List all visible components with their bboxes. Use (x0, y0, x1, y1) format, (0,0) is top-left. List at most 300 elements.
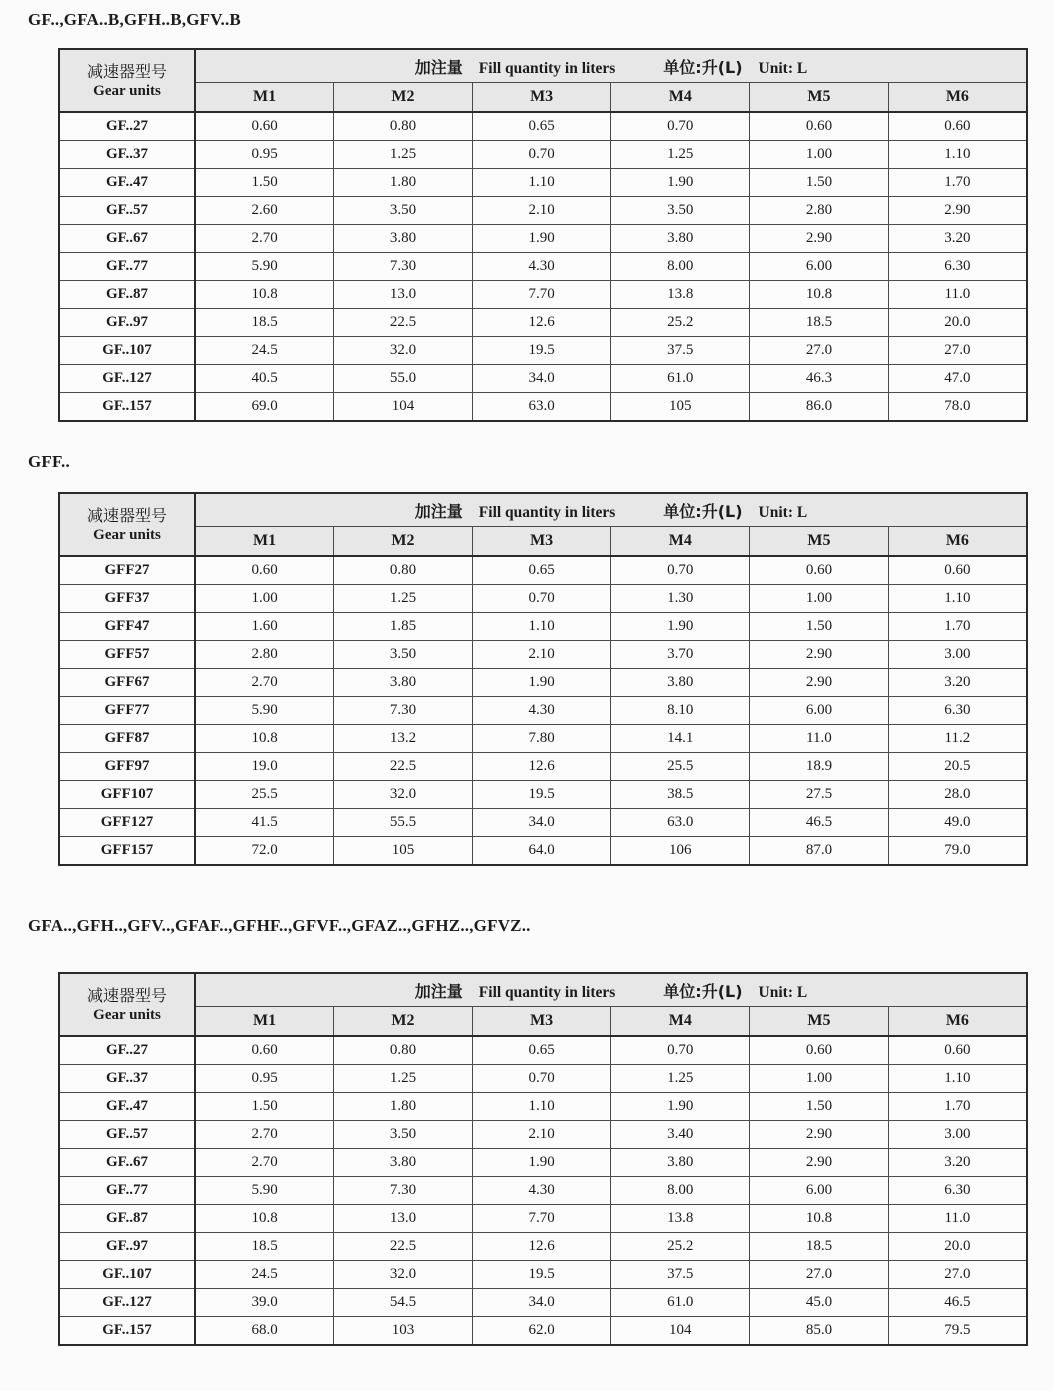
section-title: GF..,GFA..B,GFH..B,GFV..B (28, 10, 241, 29)
gear-model-cell: GF..47 (59, 1093, 195, 1121)
fill-value-cell: 10.8 (195, 281, 334, 309)
fill-value-cell: 1.50 (750, 1093, 889, 1121)
fill-quantity-label-zh: 加注量 (414, 57, 463, 77)
fill-value-cell: 1.90 (611, 1093, 750, 1121)
fill-value-cell: 7.70 (472, 281, 611, 309)
fill-value-cell: 38.5 (611, 781, 750, 809)
fill-value-cell: 1.25 (334, 1065, 473, 1093)
fill-value-cell: 0.65 (472, 1036, 611, 1065)
fill-quantity-label-zh: 加注量 (414, 501, 463, 521)
fill-value-cell: 3.80 (611, 669, 750, 697)
fill-value-cell: 24.5 (195, 1261, 334, 1289)
table-row (59, 112, 1027, 141)
fill-value-cell: 37.5 (611, 1261, 750, 1289)
gear-model-cell: GFF57 (59, 641, 195, 669)
table-row (59, 1289, 1027, 1317)
fill-value-cell: 55.0 (334, 365, 473, 393)
fill-value-cell: 0.80 (334, 556, 473, 585)
column-header-m5: M5 (750, 83, 889, 113)
fill-value-cell: 104 (611, 1317, 750, 1346)
fill-value-cell: 2.90 (750, 669, 889, 697)
fill-value-cell: 10.8 (195, 725, 334, 753)
fill-value-cell: 0.80 (334, 112, 473, 141)
fill-value-cell: 25.2 (611, 309, 750, 337)
fill-value-cell: 13.0 (334, 281, 473, 309)
column-header-m4: M4 (611, 527, 750, 557)
fill-value-cell: 86.0 (750, 393, 889, 422)
fill-value-cell: 105 (334, 837, 473, 866)
table-row (59, 197, 1027, 225)
fill-value-cell: 68.0 (195, 1317, 334, 1346)
table-row (59, 1205, 1027, 1233)
column-header-m3: M3 (472, 527, 611, 557)
gear-model-cell: GF..157 (59, 393, 195, 422)
fill-value-cell: 3.00 (888, 641, 1027, 669)
fill-value-cell: 1.10 (888, 141, 1027, 169)
fill-value-cell: 2.70 (195, 225, 334, 253)
fill-value-cell: 1.10 (888, 1065, 1027, 1093)
fill-value-cell: 1.00 (750, 141, 889, 169)
gear-model-cell: GF..77 (59, 1177, 195, 1205)
fill-value-cell: 1.50 (750, 169, 889, 197)
fill-value-cell: 0.70 (472, 585, 611, 613)
table-row (59, 809, 1027, 837)
fill-value-cell: 13.8 (611, 1205, 750, 1233)
fill-value-cell: 46.5 (750, 809, 889, 837)
fill-value-cell: 1.80 (334, 1093, 473, 1121)
fill-value-cell: 0.60 (888, 1036, 1027, 1065)
table-row (59, 393, 1027, 422)
table-row (59, 641, 1027, 669)
fill-value-cell: 22.5 (334, 1233, 473, 1261)
fill-value-cell: 3.80 (334, 1149, 473, 1177)
gear-model-cell: GF..37 (59, 1065, 195, 1093)
fill-value-cell: 4.30 (472, 1177, 611, 1205)
fill-value-cell: 18.5 (750, 1233, 889, 1261)
fill-value-cell: 27.0 (888, 1261, 1027, 1289)
gear-units-label-en: Gear units (93, 1006, 161, 1023)
fill-value-cell: 0.70 (611, 556, 750, 585)
fill-value-cell: 5.90 (195, 1177, 334, 1205)
fill-quantity-table (58, 972, 1028, 1346)
fill-value-cell: 0.95 (195, 141, 334, 169)
fill-value-cell: 78.0 (888, 393, 1027, 422)
fill-value-cell: 0.65 (472, 556, 611, 585)
column-header-m5: M5 (750, 527, 889, 557)
fill-value-cell: 3.70 (611, 641, 750, 669)
fill-value-cell: 41.5 (195, 809, 334, 837)
fill-value-cell: 0.70 (472, 141, 611, 169)
fill-value-cell: 2.10 (472, 1121, 611, 1149)
fill-value-cell: 32.0 (334, 337, 473, 365)
column-header-m3: M3 (472, 1007, 611, 1037)
fill-value-cell: 10.8 (750, 281, 889, 309)
fill-value-cell: 1.00 (195, 585, 334, 613)
fill-value-cell: 45.0 (750, 1289, 889, 1317)
gear-model-cell: GF..97 (59, 309, 195, 337)
fill-value-cell: 47.0 (888, 365, 1027, 393)
gear-model-cell: GFF97 (59, 753, 195, 781)
fill-quantity-table (58, 492, 1028, 866)
fill-value-cell: 2.10 (472, 641, 611, 669)
unit-label-en: Unit: L (758, 503, 808, 521)
fill-value-cell: 27.0 (888, 337, 1027, 365)
fill-value-cell: 62.0 (472, 1317, 611, 1346)
fill-value-cell: 2.90 (750, 225, 889, 253)
table-row (59, 837, 1027, 866)
table-row (59, 613, 1027, 641)
fill-value-cell: 0.65 (472, 112, 611, 141)
fill-quantity-header-text (200, 55, 1022, 78)
fill-value-cell: 0.80 (334, 1036, 473, 1065)
gear-model-cell: GFF77 (59, 697, 195, 725)
unit-label-zh: 单位:升(L) (663, 981, 743, 1001)
column-header-m6: M6 (888, 83, 1027, 113)
gear-model-cell: GF..57 (59, 1121, 195, 1149)
fill-value-cell: 7.30 (334, 1177, 473, 1205)
fill-value-cell: 12.6 (472, 753, 611, 781)
fill-value-cell: 1.50 (750, 613, 889, 641)
fill-value-cell: 7.80 (472, 725, 611, 753)
table-row (59, 1317, 1027, 1346)
column-header-m4: M4 (611, 1007, 750, 1037)
fill-value-cell: 2.60 (195, 197, 334, 225)
fill-value-cell: 1.00 (750, 585, 889, 613)
fill-value-cell: 3.20 (888, 669, 1027, 697)
fill-value-cell: 63.0 (472, 393, 611, 422)
fill-value-cell: 3.20 (888, 225, 1027, 253)
fill-value-cell: 34.0 (472, 809, 611, 837)
fill-value-cell: 2.80 (195, 641, 334, 669)
gear-model-cell: GF..87 (59, 1205, 195, 1233)
fill-value-cell: 54.5 (334, 1289, 473, 1317)
fill-value-cell: 4.30 (472, 253, 611, 281)
fill-value-cell: 79.5 (888, 1317, 1027, 1346)
table-row (59, 309, 1027, 337)
gear-model-cell: GFF37 (59, 585, 195, 613)
table-row (59, 1036, 1027, 1065)
fill-value-cell: 11.2 (888, 725, 1027, 753)
fill-value-cell: 2.80 (750, 197, 889, 225)
table-row (59, 225, 1027, 253)
table-row (59, 753, 1027, 781)
fill-quantity-header-cell (195, 49, 1027, 83)
fill-value-cell: 5.90 (195, 697, 334, 725)
fill-value-cell: 22.5 (334, 753, 473, 781)
column-header-m1: M1 (195, 527, 334, 557)
column-header-m2: M2 (334, 527, 473, 557)
fill-value-cell: 11.0 (888, 1205, 1027, 1233)
unit-label-en: Unit: L (758, 983, 808, 1001)
table-row (59, 253, 1027, 281)
fill-value-cell: 19.5 (472, 781, 611, 809)
fill-value-cell: 3.40 (611, 1121, 750, 1149)
fill-value-cell: 18.5 (195, 1233, 334, 1261)
gear-model-cell: GF..127 (59, 365, 195, 393)
fill-value-cell: 87.0 (750, 837, 889, 866)
fill-value-cell: 1.25 (334, 141, 473, 169)
gear-model-cell: GF..27 (59, 1036, 195, 1065)
fill-value-cell: 1.80 (334, 169, 473, 197)
fill-value-cell: 55.5 (334, 809, 473, 837)
fill-value-cell: 7.30 (334, 697, 473, 725)
fill-value-cell: 1.25 (611, 141, 750, 169)
table-row (59, 556, 1027, 585)
table-row (59, 1121, 1027, 1149)
fill-value-cell: 104 (334, 393, 473, 422)
fill-value-cell: 19.5 (472, 1261, 611, 1289)
fill-value-cell: 2.90 (750, 1121, 889, 1149)
column-header-m3: M3 (472, 83, 611, 113)
column-header-m6: M6 (888, 527, 1027, 557)
fill-value-cell: 8.00 (611, 1177, 750, 1205)
fill-value-cell: 0.70 (472, 1065, 611, 1093)
fill-value-cell: 6.30 (888, 1177, 1027, 1205)
fill-value-cell: 18.5 (750, 309, 889, 337)
gear-model-cell: GF..87 (59, 281, 195, 309)
column-header-m2: M2 (334, 1007, 473, 1037)
fill-value-cell: 72.0 (195, 837, 334, 866)
fill-value-cell: 12.6 (472, 309, 611, 337)
fill-value-cell: 27.5 (750, 781, 889, 809)
gear-model-cell: GF..77 (59, 253, 195, 281)
fill-value-cell: 1.90 (611, 613, 750, 641)
fill-quantity-header-cell (195, 493, 1027, 527)
table-row (59, 1261, 1027, 1289)
fill-value-cell: 3.80 (334, 669, 473, 697)
fill-quantity-table (58, 48, 1028, 422)
fill-value-cell: 22.5 (334, 309, 473, 337)
fill-value-cell: 32.0 (334, 781, 473, 809)
fill-value-cell: 10.8 (195, 1205, 334, 1233)
section-title: GFA..,GFH..,GFV..,GFAF..,GFHF..,GFVF..,GFAZ..,GFHZ..,GFVZ.. (28, 916, 531, 935)
table-row (59, 1149, 1027, 1177)
unit-label-zh: 单位:升(L) (663, 501, 743, 521)
gear-model-cell: GF..157 (59, 1317, 195, 1346)
table-row (59, 1233, 1027, 1261)
fill-value-cell: 85.0 (750, 1317, 889, 1346)
fill-value-cell: 0.60 (195, 556, 334, 585)
fill-value-cell: 8.10 (611, 697, 750, 725)
gear-model-cell: GF..57 (59, 197, 195, 225)
gear-model-cell: GF..47 (59, 169, 195, 197)
column-header-m1: M1 (195, 1007, 334, 1037)
fill-value-cell: 2.10 (472, 197, 611, 225)
fill-value-cell: 13.8 (611, 281, 750, 309)
fill-value-cell: 40.5 (195, 365, 334, 393)
fill-value-cell: 39.0 (195, 1289, 334, 1317)
fill-value-cell: 1.70 (888, 169, 1027, 197)
fill-value-cell: 34.0 (472, 1289, 611, 1317)
gear-units-label-en: Gear units (93, 82, 161, 99)
fill-value-cell: 6.00 (750, 1177, 889, 1205)
unit-label-en: Unit: L (758, 59, 808, 77)
fill-value-cell: 10.8 (750, 1205, 889, 1233)
gear-model-cell: GF..107 (59, 337, 195, 365)
fill-value-cell: 63.0 (611, 809, 750, 837)
fill-quantity-header-text (200, 979, 1022, 1002)
gear-model-cell: GF..37 (59, 141, 195, 169)
table-row (59, 1093, 1027, 1121)
fill-value-cell: 6.00 (750, 697, 889, 725)
gear-model-cell: GF..27 (59, 112, 195, 141)
fill-value-cell: 46.5 (888, 1289, 1027, 1317)
fill-value-cell: 1.50 (195, 1093, 334, 1121)
fill-value-cell: 46.3 (750, 365, 889, 393)
fill-value-cell: 0.70 (611, 112, 750, 141)
fill-value-cell: 2.70 (195, 1149, 334, 1177)
fill-quantity-label-en: Fill quantity in liters (478, 59, 616, 77)
fill-value-cell: 79.0 (888, 837, 1027, 866)
gear-model-cell: GF..127 (59, 1289, 195, 1317)
fill-value-cell: 25.5 (611, 753, 750, 781)
table-row (59, 141, 1027, 169)
fill-value-cell: 20.0 (888, 1233, 1027, 1261)
table-row (59, 169, 1027, 197)
fill-value-cell: 1.25 (334, 585, 473, 613)
fill-value-cell: 106 (611, 837, 750, 866)
fill-value-cell: 11.0 (888, 281, 1027, 309)
fill-value-cell: 18.5 (195, 309, 334, 337)
gear-units-label-zh: 减速器型号 (86, 61, 167, 81)
fill-value-cell: 0.60 (195, 1036, 334, 1065)
gear-model-cell: GF..97 (59, 1233, 195, 1261)
fill-value-cell: 49.0 (888, 809, 1027, 837)
fill-value-cell: 3.50 (611, 197, 750, 225)
fill-value-cell: 1.10 (888, 585, 1027, 613)
fill-value-cell: 27.0 (750, 337, 889, 365)
table-row (59, 1065, 1027, 1093)
fill-value-cell: 20.5 (888, 753, 1027, 781)
fill-value-cell: 6.00 (750, 253, 889, 281)
table-row (59, 365, 1027, 393)
fill-value-cell: 105 (611, 393, 750, 422)
fill-value-cell: 1.90 (472, 669, 611, 697)
fill-value-cell: 8.00 (611, 253, 750, 281)
fill-value-cell: 3.80 (611, 1149, 750, 1177)
fill-value-cell: 1.85 (334, 613, 473, 641)
fill-value-cell: 0.60 (195, 112, 334, 141)
fill-value-cell: 3.50 (334, 641, 473, 669)
fill-value-cell: 3.80 (611, 225, 750, 253)
fill-value-cell: 103 (334, 1317, 473, 1346)
gear-model-cell: GFF27 (59, 556, 195, 585)
fill-value-cell: 7.30 (334, 253, 473, 281)
fill-value-cell: 1.30 (611, 585, 750, 613)
fill-value-cell: 1.10 (472, 613, 611, 641)
fill-value-cell: 1.60 (195, 613, 334, 641)
column-header-m6: M6 (888, 1007, 1027, 1037)
fill-quantity-header-text (200, 499, 1022, 522)
table-row (59, 1177, 1027, 1205)
fill-value-cell: 0.60 (750, 112, 889, 141)
gear-model-cell: GF..107 (59, 1261, 195, 1289)
fill-value-cell: 1.70 (888, 1093, 1027, 1121)
fill-value-cell: 19.5 (472, 337, 611, 365)
gear-model-cell: GFF107 (59, 781, 195, 809)
fill-value-cell: 18.9 (750, 753, 889, 781)
fill-value-cell: 69.0 (195, 393, 334, 422)
fill-value-cell: 6.30 (888, 253, 1027, 281)
gear-units-header-cell (59, 973, 195, 1036)
gear-units-label-en: Gear units (93, 526, 161, 543)
fill-value-cell: 4.30 (472, 697, 611, 725)
fill-value-cell: 5.90 (195, 253, 334, 281)
column-header-m1: M1 (195, 83, 334, 113)
fill-value-cell: 19.0 (195, 753, 334, 781)
fill-value-cell: 1.70 (888, 613, 1027, 641)
fill-value-cell: 2.90 (750, 641, 889, 669)
gear-model-cell: GF..67 (59, 1149, 195, 1177)
table-row (59, 781, 1027, 809)
fill-value-cell: 7.70 (472, 1205, 611, 1233)
gear-model-cell: GFF127 (59, 809, 195, 837)
column-header-m5: M5 (750, 1007, 889, 1037)
fill-value-cell: 1.10 (472, 1093, 611, 1121)
fill-value-cell: 1.00 (750, 1065, 889, 1093)
table-row (59, 585, 1027, 613)
fill-value-cell: 34.0 (472, 365, 611, 393)
fill-value-cell: 24.5 (195, 337, 334, 365)
fill-value-cell: 64.0 (472, 837, 611, 866)
table-row (59, 725, 1027, 753)
fill-value-cell: 61.0 (611, 1289, 750, 1317)
fill-value-cell: 2.70 (195, 669, 334, 697)
table-row (59, 697, 1027, 725)
gear-units-header-cell (59, 49, 195, 112)
fill-value-cell: 1.90 (472, 225, 611, 253)
fill-value-cell: 14.1 (611, 725, 750, 753)
fill-value-cell: 0.70 (611, 1036, 750, 1065)
fill-quantity-label-en: Fill quantity in liters (478, 503, 616, 521)
fill-value-cell: 12.6 (472, 1233, 611, 1261)
gear-model-cell: GFF157 (59, 837, 195, 866)
table-row (59, 281, 1027, 309)
section-title: GFF.. (28, 452, 70, 471)
gear-model-cell: GFF47 (59, 613, 195, 641)
gear-model-cell: GF..67 (59, 225, 195, 253)
fill-value-cell: 28.0 (888, 781, 1027, 809)
fill-value-cell: 0.60 (750, 556, 889, 585)
fill-quantity-label-zh: 加注量 (414, 981, 463, 1001)
fill-value-cell: 0.60 (888, 556, 1027, 585)
fill-value-cell: 3.50 (334, 197, 473, 225)
fill-value-cell: 1.50 (195, 169, 334, 197)
fill-value-cell: 1.25 (611, 1065, 750, 1093)
fill-value-cell: 25.2 (611, 1233, 750, 1261)
fill-value-cell: 25.5 (195, 781, 334, 809)
fill-value-cell: 1.90 (472, 1149, 611, 1177)
fill-value-cell: 2.70 (195, 1121, 334, 1149)
fill-value-cell: 20.0 (888, 309, 1027, 337)
fill-quantity-header-cell (195, 973, 1027, 1007)
gear-units-label-zh: 减速器型号 (86, 985, 167, 1005)
fill-value-cell: 0.60 (888, 112, 1027, 141)
fill-value-cell: 37.5 (611, 337, 750, 365)
fill-value-cell: 1.10 (472, 169, 611, 197)
gear-units-label-zh: 减速器型号 (86, 505, 167, 525)
fill-value-cell: 3.00 (888, 1121, 1027, 1149)
fill-value-cell: 13.0 (334, 1205, 473, 1233)
fill-value-cell: 61.0 (611, 365, 750, 393)
fill-value-cell: 1.90 (611, 169, 750, 197)
fill-value-cell: 0.95 (195, 1065, 334, 1093)
fill-value-cell: 11.0 (750, 725, 889, 753)
gear-units-header-cell (59, 493, 195, 556)
fill-value-cell: 3.50 (334, 1121, 473, 1149)
fill-value-cell: 0.60 (750, 1036, 889, 1065)
fill-value-cell: 3.20 (888, 1149, 1027, 1177)
